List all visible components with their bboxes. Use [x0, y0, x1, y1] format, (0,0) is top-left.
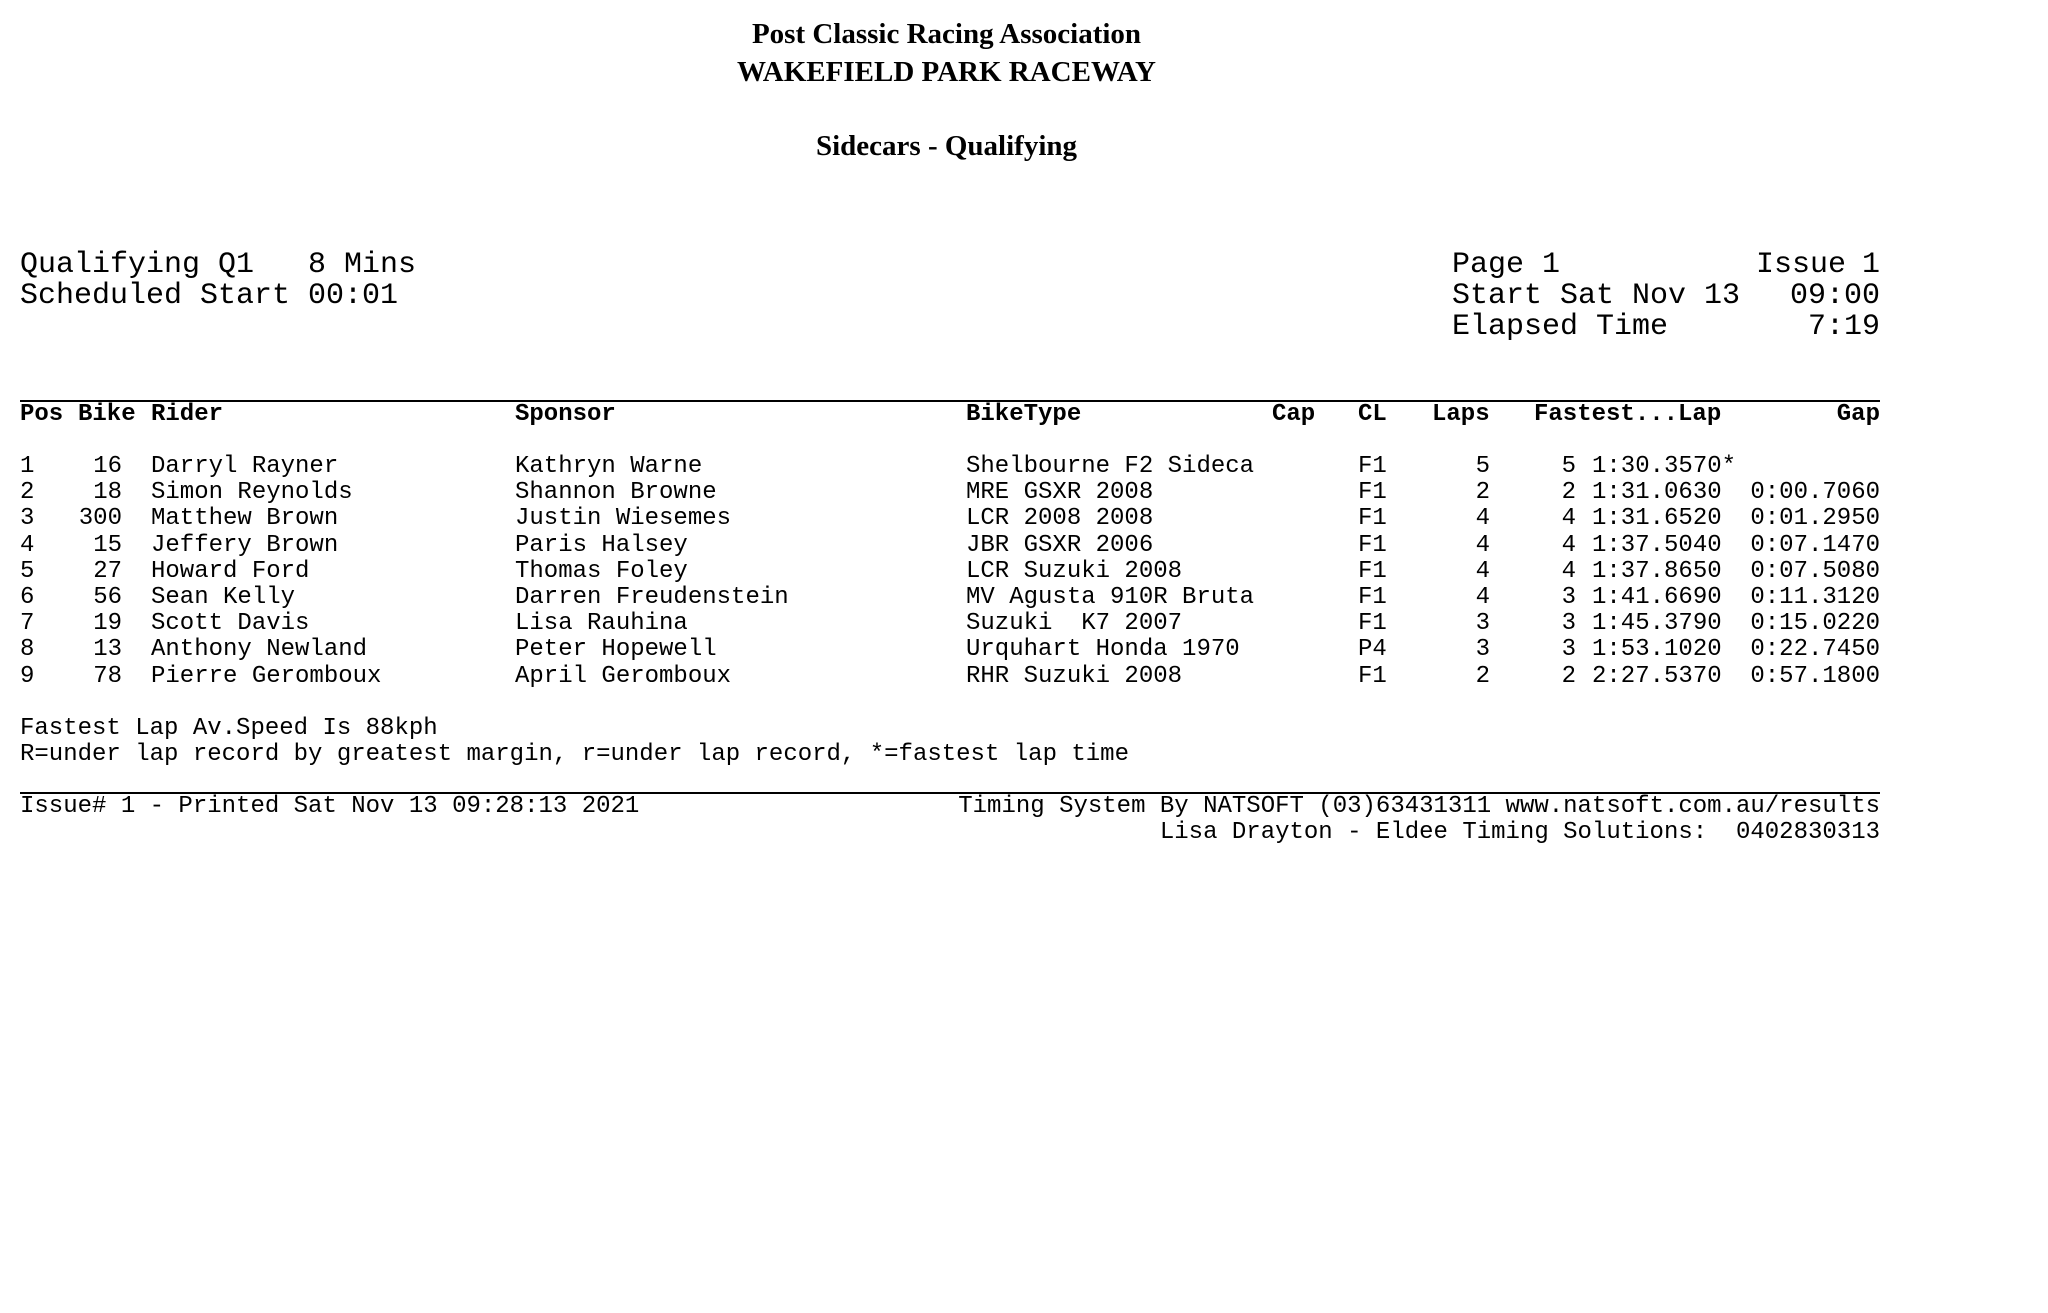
laps-cell: 2: [1475, 479, 1490, 507]
biketype-cell: LCR 2008 2008: [966, 505, 1154, 533]
biketype-cell: RHR Suzuki 2008: [966, 662, 1183, 690]
fastest-on-lap-cell: 5: [1561, 453, 1576, 480]
table-row: [0, 664, 1893, 690]
col-gap: Gap: [1836, 401, 1880, 428]
fastest-on-lap-cell: 4: [1561, 557, 1576, 585]
sponsor-cell: April Geromboux: [515, 662, 732, 690]
fastest-time-cell: 1:30.3570*: [1592, 453, 1737, 480]
fastest-time-cell: 1:37.8650: [1592, 557, 1722, 585]
fastest-time-cell: 2:27.5370: [1592, 662, 1722, 690]
fastest-time-cell: 1:31.0630: [1592, 479, 1722, 507]
table-row: [0, 506, 1893, 532]
biketype-cell: Shelbourne F2 Sideca: [966, 453, 1255, 480]
rider-cell: Darryl Rayner: [151, 453, 339, 480]
fastest-on-lap-cell: 4: [1561, 505, 1576, 533]
col-pos: Pos: [20, 401, 64, 428]
scheduled-start-value: 00:01: [308, 279, 399, 313]
laps-cell: 4: [1475, 531, 1490, 559]
laps-cell: 4: [1475, 583, 1490, 611]
pos-cell: 2: [20, 479, 35, 507]
pos-cell: 5: [20, 557, 35, 585]
printed-info: Issue# 1 - Printed Sat Nov 13 09:28:13 2021: [20, 793, 640, 820]
table-row: [0, 637, 1893, 663]
col-cap: Cap: [1272, 401, 1316, 428]
bike-cell: 19: [93, 610, 122, 638]
fastest-on-lap-cell: 4: [1561, 531, 1576, 559]
rider-cell: Pierre Geromboux: [151, 662, 382, 690]
table-row: [0, 454, 1893, 480]
start-time: 09:00: [1789, 279, 1880, 313]
pos-cell: 4: [20, 531, 35, 559]
bike-cell: 13: [93, 636, 122, 664]
fastest-time-cell: 1:31.6520: [1592, 505, 1722, 533]
rider-cell: Sean Kelly: [151, 583, 296, 611]
bike-cell: 27: [93, 557, 122, 585]
col-bike: Bike: [78, 401, 136, 428]
fastest-on-lap-cell: 3: [1561, 610, 1576, 638]
sponsor-cell: Darren Freudenstein: [515, 583, 789, 611]
scheduled-start-label: Scheduled Start: [20, 279, 291, 313]
sponsor-cell: Shannon Browne: [515, 479, 717, 507]
class-cell: F1: [1358, 531, 1387, 559]
col-laps: Laps: [1432, 401, 1490, 428]
class-cell: F1: [1358, 557, 1387, 585]
rider-cell: Simon Reynolds: [151, 479, 353, 507]
legend-note: R=under lap record by greatest margin, r=under lap record, *=fastest lap time: [20, 741, 1129, 768]
table-row: [0, 559, 1893, 585]
biketype-cell: Suzuki K7 2007: [966, 610, 1183, 638]
pos-cell: 1: [20, 453, 35, 480]
rider-cell: Matthew Brown: [151, 505, 339, 533]
gap-cell: 0:00.7060: [1750, 479, 1880, 507]
gap-cell: 0:11.3120: [1750, 583, 1880, 611]
sponsor-cell: Peter Hopewell: [515, 636, 717, 664]
event-title: Sidecars - Qualifying: [815, 130, 1077, 162]
laps-cell: 2: [1475, 662, 1490, 690]
elapsed-label: Elapsed Time: [1452, 310, 1669, 344]
laps-cell: 4: [1475, 557, 1490, 585]
fastest-on-lap-cell: 2: [1561, 479, 1576, 507]
pos-cell: 9: [20, 662, 35, 690]
sponsor-cell: Lisa Rauhina: [515, 610, 688, 638]
gap-cell: 0:07.1470: [1750, 531, 1880, 559]
average-speed-note: Fastest Lap Av.Speed Is 88kph: [20, 715, 438, 742]
col-fastest-lap: Fastest...Lap: [1534, 401, 1722, 428]
venue-title: WAKEFIELD PARK RACEWAY: [737, 56, 1156, 88]
table-row: [0, 585, 1893, 611]
table-row: [0, 611, 1893, 637]
session-duration: 8 Mins: [308, 248, 417, 282]
page-label: Page: [1452, 248, 1525, 282]
rider-cell: Scott Davis: [151, 610, 310, 638]
issue-number: 1: [1862, 248, 1881, 282]
page-number: 1: [1542, 248, 1561, 282]
biketype-cell: JBR GSXR 2006: [966, 531, 1154, 559]
fastest-time-cell: 1:41.6690: [1592, 583, 1722, 611]
table-row: [0, 480, 1893, 506]
timing-system-info: Timing System By NATSOFT (03)63431311 www.natsoft.com.au/results: [958, 793, 1880, 820]
elapsed-time: 7:19: [1807, 310, 1880, 344]
organisation-title: Post Classic Racing Association: [751, 18, 1142, 50]
fastest-on-lap-cell: 3: [1561, 636, 1576, 664]
pos-cell: 3: [20, 505, 35, 533]
pos-cell: 6: [20, 583, 35, 611]
gap-cell: 0:01.2950: [1750, 505, 1880, 533]
fastest-time-cell: 1:37.5040: [1592, 531, 1722, 559]
class-cell: P4: [1358, 636, 1387, 664]
class-cell: F1: [1358, 453, 1387, 480]
laps-cell: 4: [1475, 505, 1490, 533]
class-cell: F1: [1358, 662, 1387, 690]
issue-label: Issue: [1756, 248, 1847, 282]
biketype-cell: MV Agusta 910R Bruta: [966, 583, 1255, 611]
class-cell: F1: [1358, 583, 1387, 611]
sponsor-cell: Paris Halsey: [515, 531, 688, 559]
bike-cell: 78: [93, 662, 122, 690]
laps-cell: 3: [1475, 610, 1490, 638]
gap-cell: 0:15.0220: [1750, 610, 1880, 638]
col-cl: CL: [1358, 401, 1387, 428]
fastest-time-cell: 1:45.3790: [1592, 610, 1722, 638]
rider-cell: Howard Ford: [151, 557, 310, 585]
bike-cell: 56: [93, 583, 122, 611]
pos-cell: 7: [20, 610, 35, 638]
class-cell: F1: [1358, 505, 1387, 533]
fastest-time-cell: 1:53.1020: [1592, 636, 1722, 664]
col-sponsor: Sponsor: [515, 401, 616, 428]
bike-cell: 300: [78, 505, 122, 533]
fastest-on-lap-cell: 3: [1561, 583, 1576, 611]
bike-cell: 16: [93, 453, 122, 480]
table-row: [0, 533, 1893, 559]
biketype-cell: Urquhart Honda 1970: [966, 636, 1240, 664]
rider-cell: Jeffery Brown: [151, 531, 339, 559]
biketype-cell: LCR Suzuki 2008: [966, 557, 1183, 585]
gap-cell: 0:57.1800: [1750, 662, 1880, 690]
bike-cell: 18: [93, 479, 122, 507]
class-cell: F1: [1358, 610, 1387, 638]
fastest-on-lap-cell: 2: [1561, 662, 1576, 690]
bike-cell: 15: [93, 531, 122, 559]
gap-cell: 0:07.5080: [1750, 557, 1880, 585]
col-rider: Rider: [151, 401, 224, 428]
session-name: Qualifying Q1: [20, 248, 255, 282]
class-cell: F1: [1358, 479, 1387, 507]
sponsor-cell: Thomas Foley: [515, 557, 688, 585]
laps-cell: 3: [1475, 636, 1490, 664]
rider-cell: Anthony Newland: [151, 636, 368, 664]
pos-cell: 8: [20, 636, 35, 664]
gap-cell: 0:22.7450: [1750, 636, 1880, 664]
laps-cell: 5: [1475, 453, 1490, 480]
col-biketype: BikeType: [966, 401, 1082, 428]
start-label: Start Sat Nov 13: [1452, 279, 1741, 313]
timing-contact: Lisa Drayton - Eldee Timing Solutions: 0402830313: [1159, 819, 1880, 846]
sponsor-cell: Kathryn Warne: [515, 453, 703, 480]
biketype-cell: MRE GSXR 2008: [966, 479, 1154, 507]
sponsor-cell: Justin Wiesemes: [515, 505, 732, 533]
results-table: [0, 454, 1893, 690]
